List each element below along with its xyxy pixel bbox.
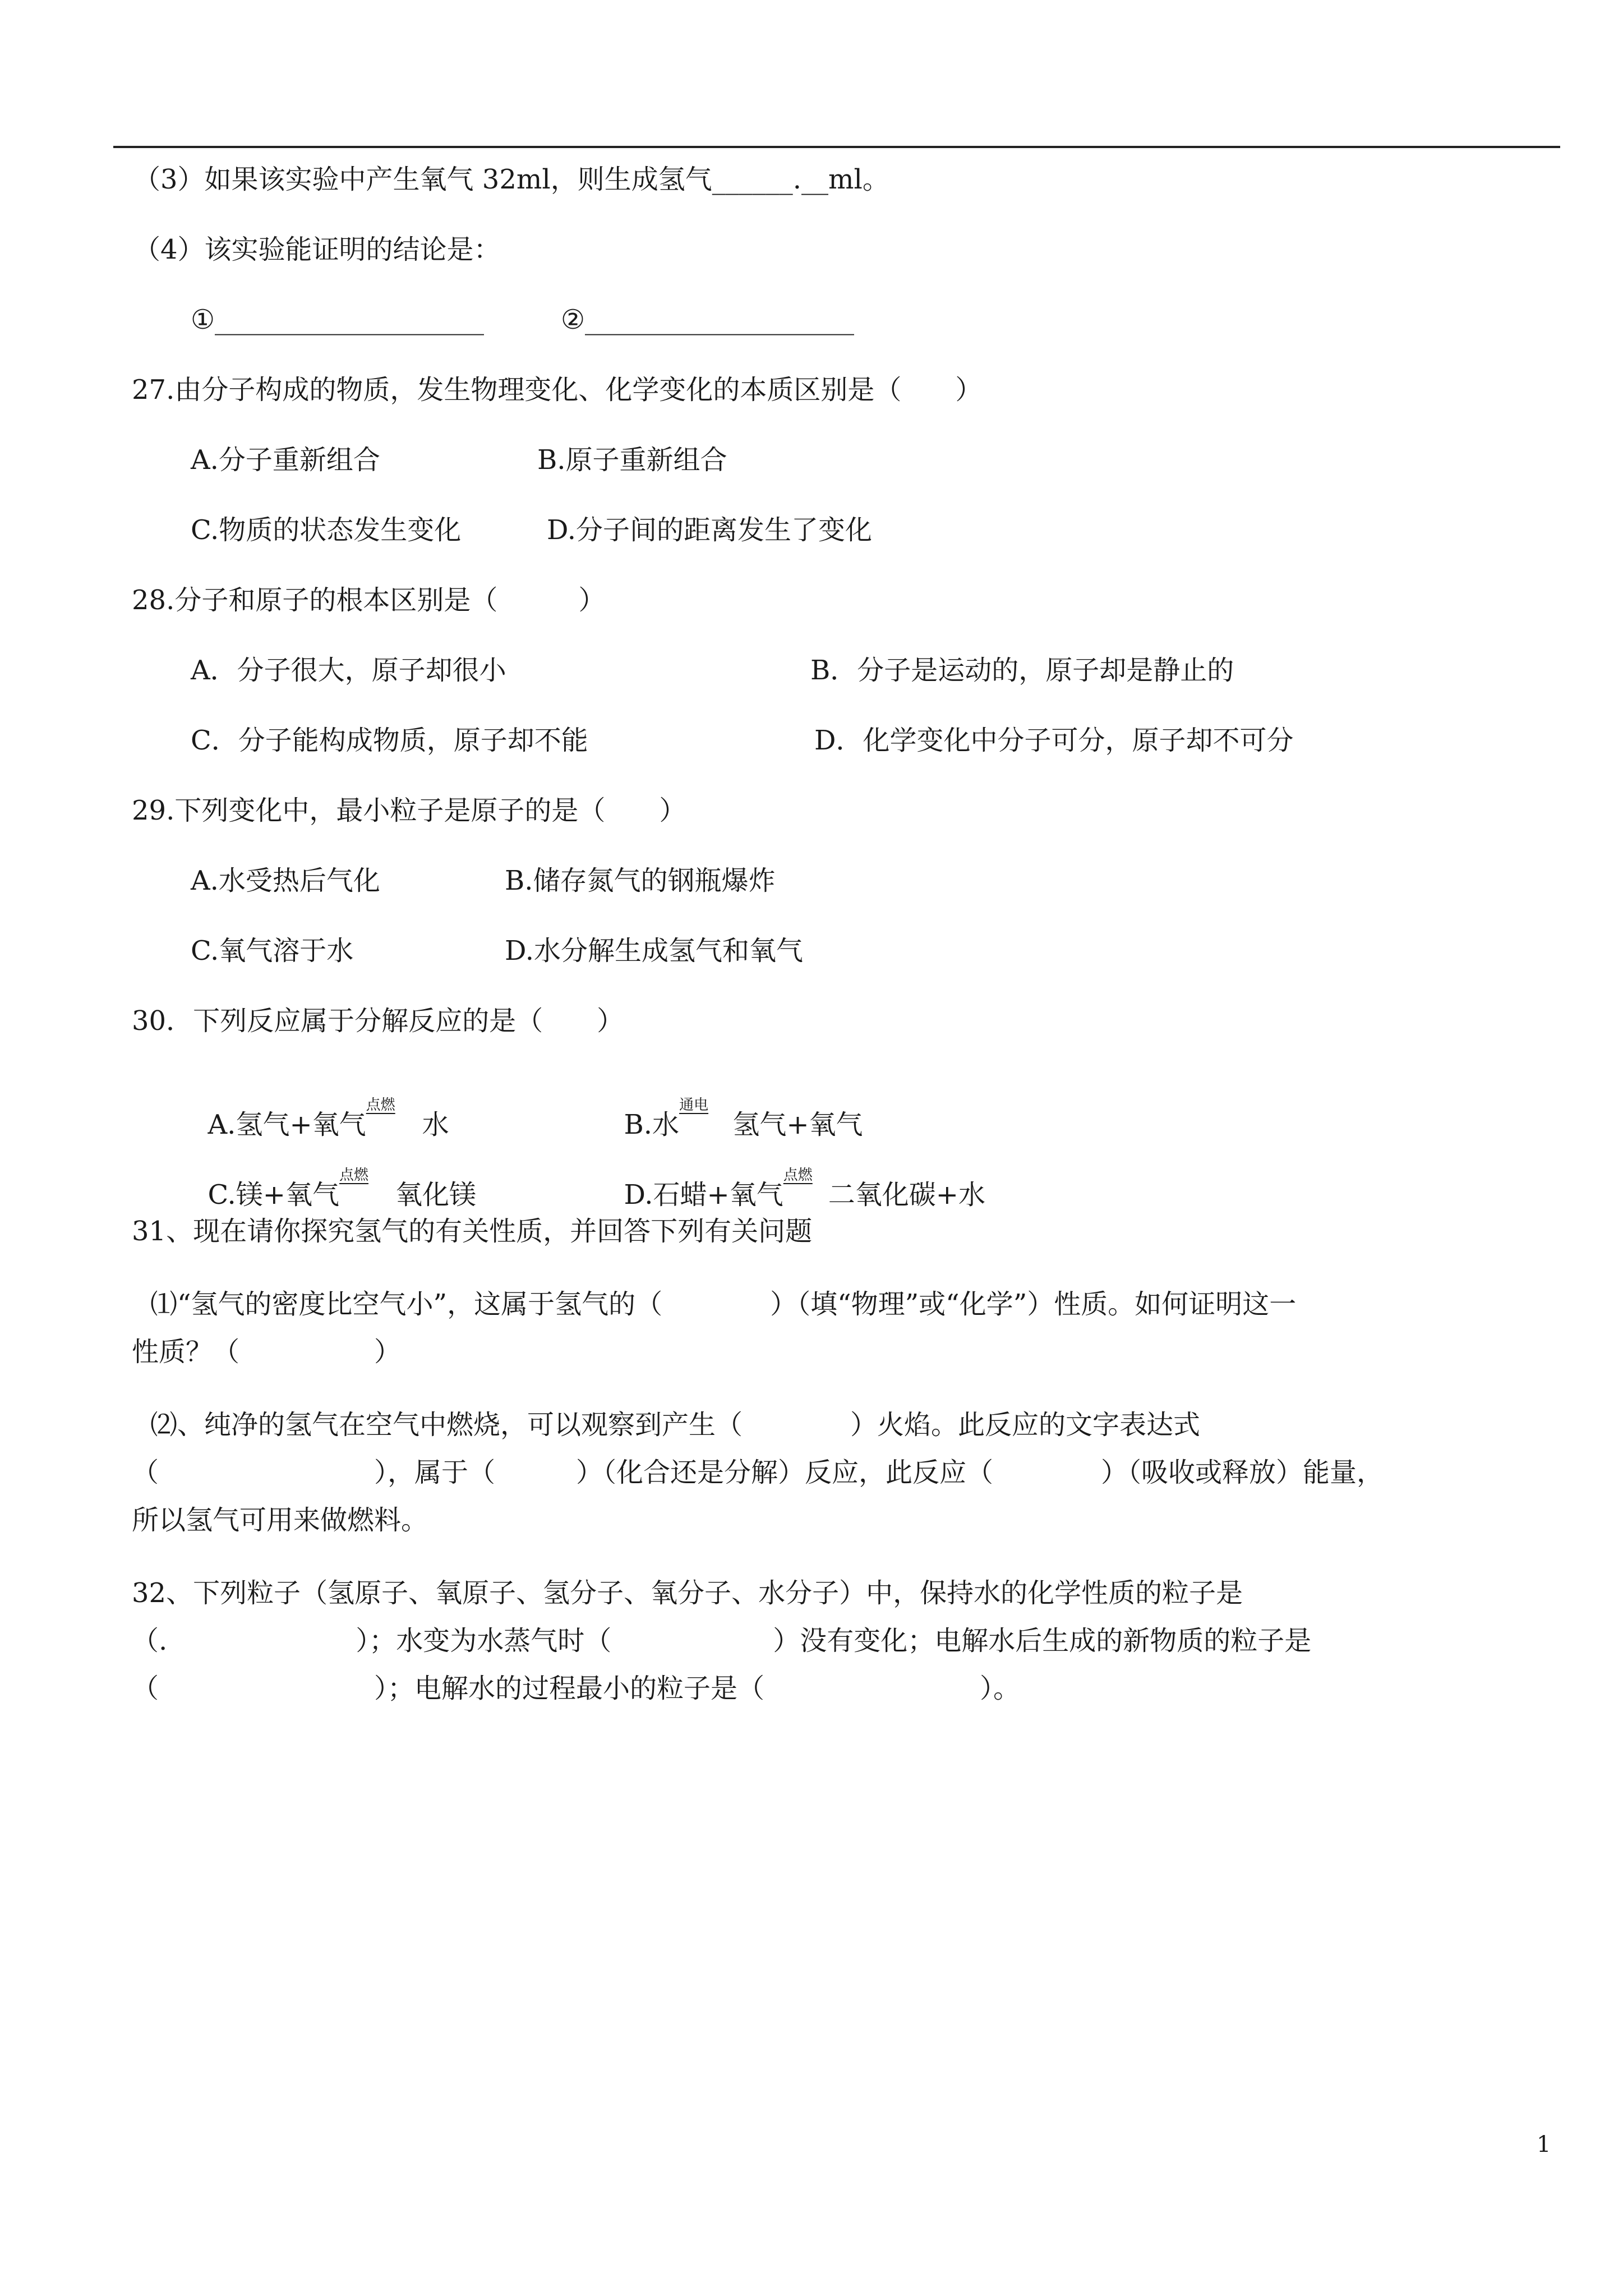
q31-part1-line1: ⑴“氢气的密度比空气小”，这属于氢气的（ ）（填“物理”或“化学”）性质。如何证明这一	[150, 1289, 1297, 1320]
q30-c-products: 氧化镁	[395, 1179, 477, 1211]
q29-option-a: A.水受热后气化	[191, 865, 380, 896]
q29-option-d: D.水分解生成氢气和氧气	[505, 935, 804, 967]
q30-d-reactants: D.石蜡+氧气	[624, 1179, 783, 1211]
q30-stem: 30．下列反应属于分解反应的是（ ）	[132, 1005, 624, 1037]
q32-line3: （ ）；电解水的过程最小的粒子是（ ）。	[132, 1673, 1021, 1704]
q30-d-arrow	[783, 1167, 828, 1212]
q31-part2-line2: （ ），属于（ ）（化合还是分解）反应，此反应（ ）（吸收或释放）能量，	[132, 1457, 1384, 1488]
q27-option-a: A.分子重新组合	[191, 444, 380, 476]
q30-option-a	[191, 1074, 449, 1142]
q30-c-condition: 点燃	[339, 1167, 369, 1184]
q30-option-d	[607, 1144, 985, 1212]
q30-c-reactants: C.镁+氧气	[208, 1179, 340, 1211]
q30-b-products: 氢气+氧气	[724, 1109, 863, 1140]
q32-line2: （. ）；水变为水蒸气时（ ）没有变化；电解水后生成的新物质的粒子是	[132, 1625, 1312, 1657]
page-number: 1	[1537, 2132, 1551, 2157]
q28-stem: 28.分子和原子的根本区别是（ ）	[132, 585, 606, 616]
q30-a-products: 水	[422, 1109, 449, 1140]
q28-option-b: B．分子是运动的，原子却是静止的	[810, 655, 1234, 686]
q30-a-arrow	[366, 1097, 422, 1142]
q27-stem: 27.由分子构成的物质，发生物理变化、化学变化的本质区别是（ ）	[132, 374, 983, 406]
q31-stem: 31、现在请你探究氢气的有关性质，并回答下列有关问题	[132, 1216, 813, 1247]
q30-b-arrow	[679, 1097, 724, 1142]
q28-option-c: C．分子能构成物质，原子却不能	[191, 725, 588, 756]
q29-option-c: C.氧气溶于水	[191, 935, 354, 967]
q27-option-d: D.分子间的距离发生了变化	[547, 514, 873, 546]
q30-option-c	[191, 1144, 476, 1212]
header-rule	[113, 146, 1560, 148]
q30-a-condition: 点燃	[366, 1097, 395, 1114]
q30-b-reactants: B.水	[624, 1109, 680, 1140]
q26-sub3: （3）如果该实验中产生氧气 32ml，则生成氢气______.__ml。	[133, 164, 889, 195]
q30-d-products: 二氧化碳+水	[828, 1179, 986, 1211]
q30-d-condition: 点燃	[783, 1167, 813, 1184]
q31-part2-line1: ⑵、纯净的氢气在空气中燃烧，可以观察到产生（ ）火焰。此反应的文字表达式	[150, 1409, 1201, 1441]
q26-blank-1: ①____________________	[191, 304, 485, 335]
q31-part2-line3: 所以氢气可用来做燃料。	[132, 1504, 428, 1536]
q28-option-d: D．化学变化中分子可分，原子却不可分	[814, 725, 1294, 756]
q30-a-reactants: A.氢气+氧气	[208, 1109, 366, 1140]
q30-c-arrow	[339, 1167, 395, 1212]
q29-option-b: B.储存氮气的钢瓶爆炸	[505, 865, 776, 896]
q26-sub4: （4）该实验能证明的结论是：	[133, 234, 501, 265]
q27-option-c: C.物质的状态发生变化	[191, 514, 462, 546]
q31-part1-line2: 性质？（ ）	[132, 1336, 402, 1368]
q28-option-a: A．分子很大，原子却很小	[191, 655, 506, 686]
q30-option-b	[607, 1074, 863, 1142]
q27-option-b: B.原子重新组合	[537, 444, 727, 476]
q32-line1: 32、下列粒子（氢原子、氧原子、氢分子、氧分子、水分子）中，保持水的化学性质的粒子是	[132, 1577, 1243, 1609]
q30-b-condition: 通电	[679, 1097, 709, 1114]
q26-blank-2: ②____________________	[561, 304, 855, 335]
q29-stem: 29.下列变化中，最小粒子是原子的是（ ）	[132, 795, 686, 826]
